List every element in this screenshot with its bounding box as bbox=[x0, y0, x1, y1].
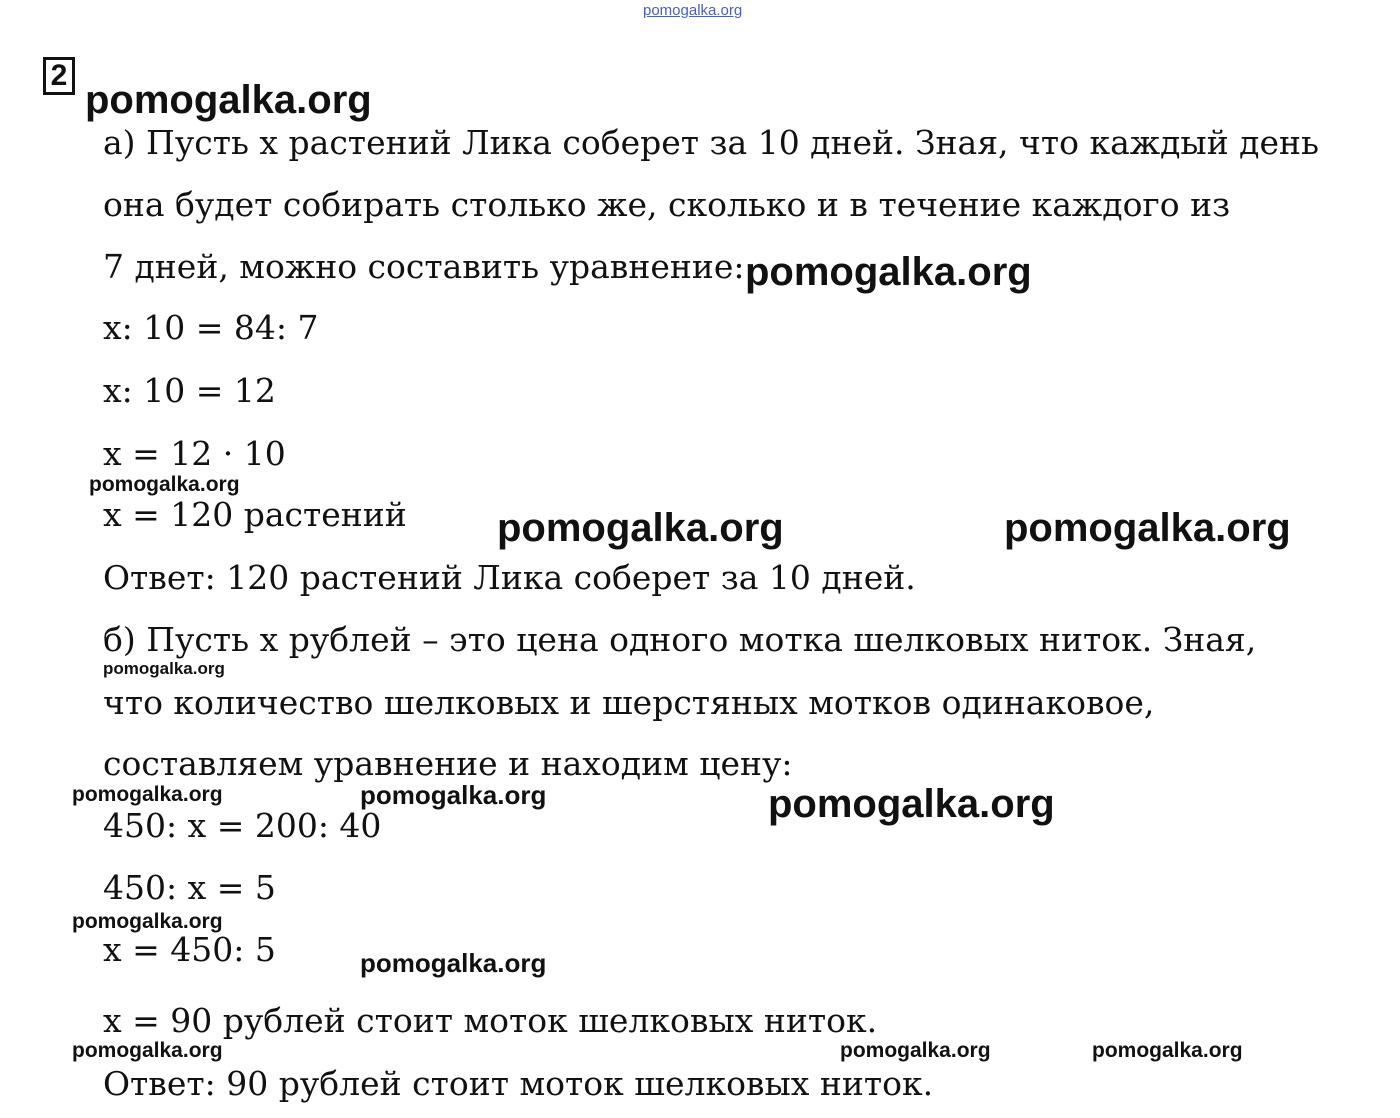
answer-line: Ответ: 120 растений Лика соберет за 10 дней. bbox=[103, 558, 916, 597]
solution-line: 7 дней, можно составить уравнение: bbox=[103, 247, 745, 286]
solution-line: x = 12 · 10 bbox=[103, 434, 286, 473]
watermark: pomogalka.org bbox=[1092, 1039, 1243, 1062]
solution-line: x: 10 = 12 bbox=[103, 371, 276, 410]
watermark: pomogalka.org bbox=[745, 250, 1032, 294]
watermark: pomogalka.org bbox=[72, 783, 223, 806]
solution-line: 450: x = 5 bbox=[103, 868, 276, 907]
solution-line: x = 90 рублей стоит моток шелковых ниток. bbox=[103, 1001, 878, 1040]
solution-line: x = 450: 5 bbox=[103, 930, 276, 969]
watermark: pomogalka.org bbox=[497, 506, 784, 550]
watermark: pomogalka.org bbox=[768, 782, 1055, 826]
watermark: pomogalka.org bbox=[72, 910, 223, 933]
task-number-box: 2 bbox=[43, 57, 75, 95]
watermark: pomogalka.org bbox=[840, 1039, 991, 1062]
watermark: pomogalka.org bbox=[360, 780, 547, 810]
watermark: pomogalka.org bbox=[89, 473, 240, 496]
answer-line: Ответ: 90 рублей стоит моток шелковых ниток. bbox=[103, 1064, 934, 1103]
solution-line: она будет собирать столько же, сколько и в течение каждого из bbox=[103, 185, 1231, 224]
solution-line: x: 10 = 84: 7 bbox=[103, 308, 319, 347]
watermark: pomogalka.org bbox=[1004, 506, 1291, 550]
top-watermark: pomogalka.org bbox=[643, 2, 743, 19]
solution-line: составляем уравнение и находим цену: bbox=[103, 744, 793, 783]
watermark: pomogalka.org bbox=[360, 948, 547, 978]
solution-line: б) Пусть x рублей – это цена одного мотка шелковых ниток. Зная, bbox=[103, 620, 1257, 659]
solution-line: а) Пусть x растений Лика соберет за 10 дней. Зная, что каждый день bbox=[103, 123, 1319, 162]
solution-line: 450: x = 200: 40 bbox=[103, 806, 382, 845]
watermark: pomogalka.org bbox=[72, 1039, 223, 1062]
solution-line: x = 120 растений bbox=[103, 495, 407, 534]
solution-line: что количество шелковых и шерстяных мотков одинаковое, bbox=[103, 683, 1155, 722]
watermark: pomogalka.org bbox=[85, 78, 372, 122]
watermark: pomogalka.org bbox=[103, 659, 225, 678]
